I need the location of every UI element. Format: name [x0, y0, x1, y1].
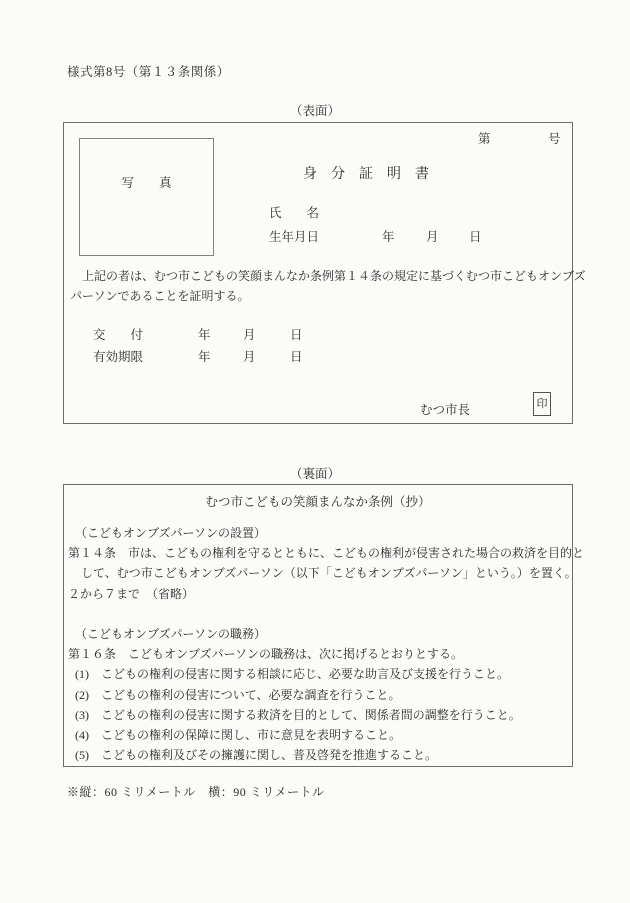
- seal-label: 印: [536, 398, 548, 410]
- ordinance-line: (4) こどもの権利の保障に関し、市に意見を表明すること。: [75, 728, 401, 743]
- birthdate-row: [64, 227, 572, 243]
- front-side-label: （表面）: [289, 104, 340, 118]
- issue-month-label: 月: [243, 328, 256, 342]
- expiry-month-label: 月: [243, 350, 256, 364]
- certification-statement-line1: 上記の者は、むつ市こどもの笑顔まんなか条例第１４条の規定に基づくむつ市こどもオンブズ: [70, 269, 586, 283]
- form-number-label: 様式第8号（第１３条関係）: [67, 65, 230, 79]
- ordinance-line: （こどもオンブズパーソンの職務）: [75, 627, 267, 642]
- expiry-date-row: [64, 347, 572, 363]
- ordinance-line: [68, 604, 568, 624]
- issue-day-label: 日: [290, 328, 303, 342]
- issue-year-label: 年: [198, 328, 211, 342]
- birthdate-day-label: 日: [469, 230, 482, 244]
- birthdate-month-label: 月: [426, 230, 439, 244]
- mayor-signature-label: むつ市長: [420, 403, 471, 417]
- ordinance-text-block: [68, 523, 585, 765]
- ordinance-line: (5) こどもの権利及びその擁護に関し、普及啓発を推進すること。: [75, 748, 437, 763]
- birthdate-year-label: 年: [382, 230, 395, 244]
- certification-statement: [70, 267, 586, 306]
- card-number-suffix: 号: [548, 132, 561, 146]
- birthdate-label: 生年月日: [269, 230, 320, 244]
- card-title: 身 分 証 明 書: [303, 167, 429, 182]
- ordinance-line: （こどもオンブズパーソンの設置）: [75, 526, 267, 540]
- seal-placeholder-box: [533, 392, 551, 416]
- photo-label: 写 真: [121, 176, 172, 190]
- issue-date-label: 交 付: [93, 328, 144, 342]
- ordinance-line: (2) こどもの権利の侵害について、必要な調査を行うこと。: [75, 687, 401, 702]
- expiry-date-label: 有効期限: [93, 350, 144, 364]
- certification-statement-line2: パーソンであることを証明する。: [70, 288, 250, 303]
- ordinance-title: むつ市こどもの笑顔まんなか条例（抄）: [205, 495, 431, 509]
- expiry-year-label: 年: [198, 350, 211, 364]
- ordinance-line: して、むつ市こどもオンブズパーソン（以下「こどもオンブズパーソン」という。）を置く。: [81, 566, 577, 581]
- card-number-prefix: 第: [478, 132, 491, 146]
- ordinance-line: 第１６条 こどもオンブズパーソンの職務は、次に掲げるとおりとする。: [68, 647, 464, 662]
- id-card-back: [63, 484, 585, 767]
- expiry-day-label: 日: [290, 350, 303, 364]
- ordinance-line: ２から７まで （省略）: [68, 586, 195, 601]
- id-card-front: [63, 122, 586, 424]
- issue-date-row: [64, 325, 572, 341]
- name-field-label: 氏 名: [269, 206, 320, 220]
- ordinance-line: (1) こどもの権利の侵害に関する相談に応じ、必要な助言及び支援を行うこと。: [75, 667, 509, 682]
- ordinance-line: (3) こどもの権利の侵害に関する救済を目的として、関係者間の調整を行うこと。: [75, 707, 521, 722]
- card-dimensions-note: ※縦：60 ミリメートル 横：90 ミリメートル: [67, 785, 325, 799]
- ordinance-line: 第１４条 市は、こどもの権利を守るとともに、こどもの権利が侵害された場合の救済を目的と: [68, 546, 585, 561]
- back-side-label: （裏面）: [289, 467, 340, 481]
